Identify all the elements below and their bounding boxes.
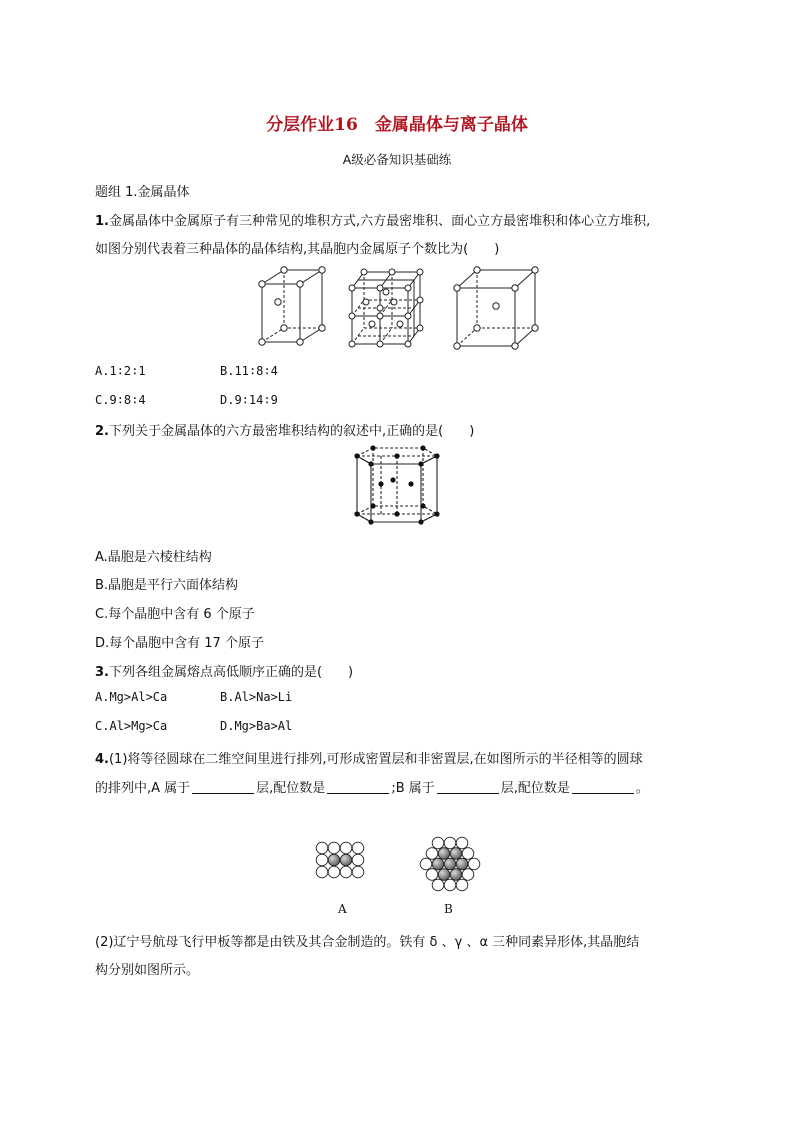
- answer-blank[interactable]: [437, 781, 499, 794]
- option-b[interactable]: B.Al>Na>Li: [220, 690, 293, 704]
- question-4-line2: 的排列中,A 属于 层,配位数是 ;B 属于 层,配位数是 。: [95, 781, 649, 796]
- question-number: 4.: [95, 752, 109, 767]
- option-b[interactable]: B.11∶8∶4: [220, 364, 278, 378]
- square-packing-a: [316, 842, 364, 878]
- hexagonal-prism-figure: [353, 446, 443, 530]
- answer-blank[interactable]: [327, 781, 389, 794]
- hexagonal-packing-b: [420, 837, 480, 891]
- question-text: 下列各组金属熔点高低顺序正确的是( ): [108, 665, 354, 680]
- option-d[interactable]: D.每个晶胞中含有 17 个原子: [95, 636, 264, 651]
- group-heading: 题组 1.金属晶体: [95, 185, 190, 200]
- question-number: 1.: [95, 214, 109, 229]
- option-c[interactable]: C.Al>Mg>Ca: [95, 719, 168, 733]
- fcc-structure-figure: [349, 269, 423, 347]
- answer-blank[interactable]: [572, 781, 634, 794]
- question-text: (1)将等径圆球在二维空间里进行排列,可形成密置层和非密置层,在如图所示的半径相等的圆球: [108, 752, 643, 767]
- option-a[interactable]: A.Mg>Al>Ca: [95, 690, 168, 704]
- answer-blank[interactable]: [192, 781, 254, 794]
- option-a[interactable]: A.1∶2∶1: [95, 364, 146, 378]
- question-4: [95, 748, 643, 767]
- question-4-part2: (2)辽宁号航母飞行甲板等都是由铁及其合金制造的。铁有 δ 、γ 、α 三种同素异形体,其晶胞结: [95, 935, 640, 950]
- option-a[interactable]: A.晶胞是六棱柱结构: [95, 550, 212, 565]
- option-d[interactable]: D.Mg>Ba>Al: [220, 719, 293, 733]
- bcc-structure-figure: [454, 267, 538, 349]
- question-4-part2-line2: 构分别如图所示。: [95, 963, 200, 978]
- sphere-packing-figure: [312, 838, 482, 894]
- crystal-structures-figure: [250, 262, 550, 354]
- hcp-structure-figure: [259, 267, 325, 345]
- question-number: 2.: [95, 424, 109, 439]
- question-2: [95, 420, 474, 439]
- question-1-line2: 如图分别代表着三种晶体的晶体结构,其晶胞内金属原子个数比为( ): [95, 242, 500, 257]
- question-text: 下列关于金属晶体的六方最密堆积结构的叙述中,正确的是( ): [108, 424, 475, 439]
- figure-label-a: A: [338, 902, 347, 916]
- question-number: 3.: [95, 665, 109, 680]
- option-d[interactable]: D.9∶14∶9: [220, 393, 278, 407]
- figure-label-b: B: [444, 902, 453, 916]
- question-1: [95, 210, 650, 229]
- option-c[interactable]: C.9∶8∶4: [95, 393, 146, 407]
- option-b[interactable]: B.晶胞是平行六面体结构: [95, 578, 239, 593]
- option-c[interactable]: C.每个晶胞中含有 6 个原子: [95, 607, 255, 622]
- page-title: 分层作业16 金属晶体与离子晶体: [266, 115, 528, 135]
- question-text: 金属晶体中金属原子有三种常见的堆积方式,六方最密堆积、面心立方最密堆积和体心立方堆积,: [108, 214, 651, 229]
- page-subtitle: A级必备知识基础练: [342, 152, 452, 167]
- question-3: [95, 661, 353, 680]
